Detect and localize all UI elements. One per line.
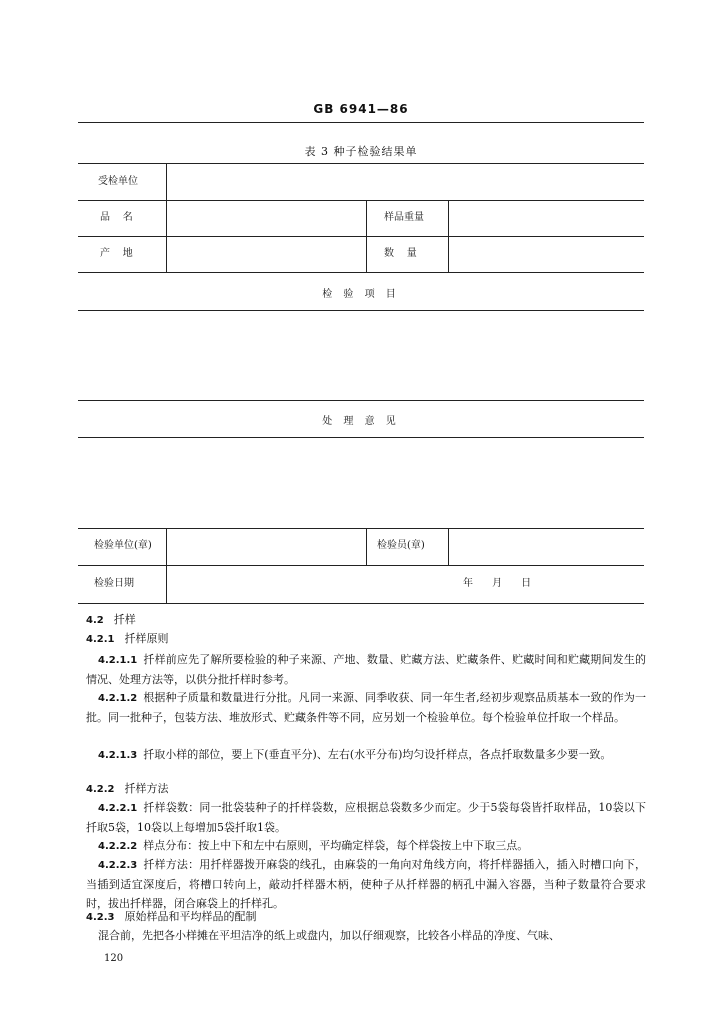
- section-handling-opinion: 处 理 意 见: [322, 416, 400, 427]
- table-rule: [78, 528, 644, 529]
- table-rule: [78, 310, 644, 311]
- label-origin: 产 地: [100, 248, 133, 259]
- label-inspector: 检验员(章): [377, 540, 425, 551]
- section-heading: 4.2 扦样: [86, 613, 136, 626]
- page-number: 120: [104, 953, 124, 964]
- table-rule: [78, 272, 644, 273]
- table-divider: [166, 528, 167, 603]
- table-divider: [448, 200, 449, 272]
- table-rule: [78, 200, 644, 201]
- paragraph: 4.2.2.3 扦样方法：用扦样器拨开麻袋的线孔，由麻袋的一角向对角线方向，将扦样器插入，插入时槽口向下，当插到适宜深度后，将槽口转向上，敲动扦样器木柄，使种子从扦样器的柄孔中漏入容器，当种子数量符合要求时，拔出扦样器，闭合麻袋上的扦样孔。: [86, 858, 646, 910]
- label-quantity: 数 量: [384, 248, 417, 259]
- table-rule: [78, 603, 644, 604]
- table-rule: [78, 236, 644, 237]
- paragraph: 4.2.2.2 样点分布：按上中下和左中右原则，平均确定样袋，每个样袋按上中下取三点。: [98, 839, 529, 852]
- table-rule: [78, 400, 644, 401]
- paragraph: 混合前，先把各小样摊在平坦洁净的纸上或盘内，加以仔细观察，比较各小样品的净度、气味、: [98, 929, 560, 942]
- table-caption: 表 3 种子检验结果单: [304, 145, 418, 158]
- header-rule: [78, 122, 644, 123]
- table-divider: [448, 528, 449, 565]
- subsection-heading: 4.2.3 原始样品和平均样品的配制: [86, 910, 257, 923]
- section-inspection-items: 检 验 项 目: [322, 289, 400, 300]
- subsection-heading: 4.2.1 扦样原则: [86, 632, 169, 645]
- paragraph: 4.2.1.1 扦样前应先了解所要检验的种子来源、产地、数量、贮藏方法、贮藏条件、贮藏时间和贮藏期间发生的情况、处理方法等，以供分批扦样时参考。: [86, 653, 646, 686]
- paragraph: 4.2.1.3 扦取小样的部位，要上下(垂直平分)、左右(水平分布)均匀设扦样点，各点扦取数量多少要一致。: [98, 748, 612, 761]
- label-inspection-date: 检验日期: [94, 578, 134, 589]
- standard-header: GB 6941—86: [313, 102, 409, 116]
- table-rule: [78, 437, 644, 438]
- paragraph: 4.2.2.1 扦样袋数：同一批袋装种子的扦样袋数，应根据总袋数多少而定。少于5袋每袋皆扦取样品，10袋以下扦取5袋，10袋以上每增加5袋扦取1袋。: [86, 801, 646, 834]
- label-sample-weight: 样品重量: [384, 212, 424, 223]
- table-divider: [366, 528, 367, 565]
- paragraph: 4.2.1.2 根据种子质量和数量进行分批。凡同一来源、同季收获、同一年生者,经初步观察品质基本一致的作为一批。同一批种子，包装方法、堆放形式、贮藏条件等不同，应另划一个检验单位。每个检验单位扦取一个样品。: [86, 691, 646, 724]
- table-rule: [78, 163, 644, 164]
- table-rule: [78, 565, 644, 566]
- label-inspected-unit: 受检单位: [98, 176, 138, 187]
- date-placeholder: 年 月 日: [463, 578, 532, 589]
- table-divider: [366, 200, 367, 272]
- subsection-heading: 4.2.2 扦样方法: [86, 782, 169, 795]
- label-variety: 品 名: [100, 212, 133, 223]
- table-divider: [166, 163, 167, 272]
- label-inspection-unit: 检验单位(章): [94, 540, 152, 551]
